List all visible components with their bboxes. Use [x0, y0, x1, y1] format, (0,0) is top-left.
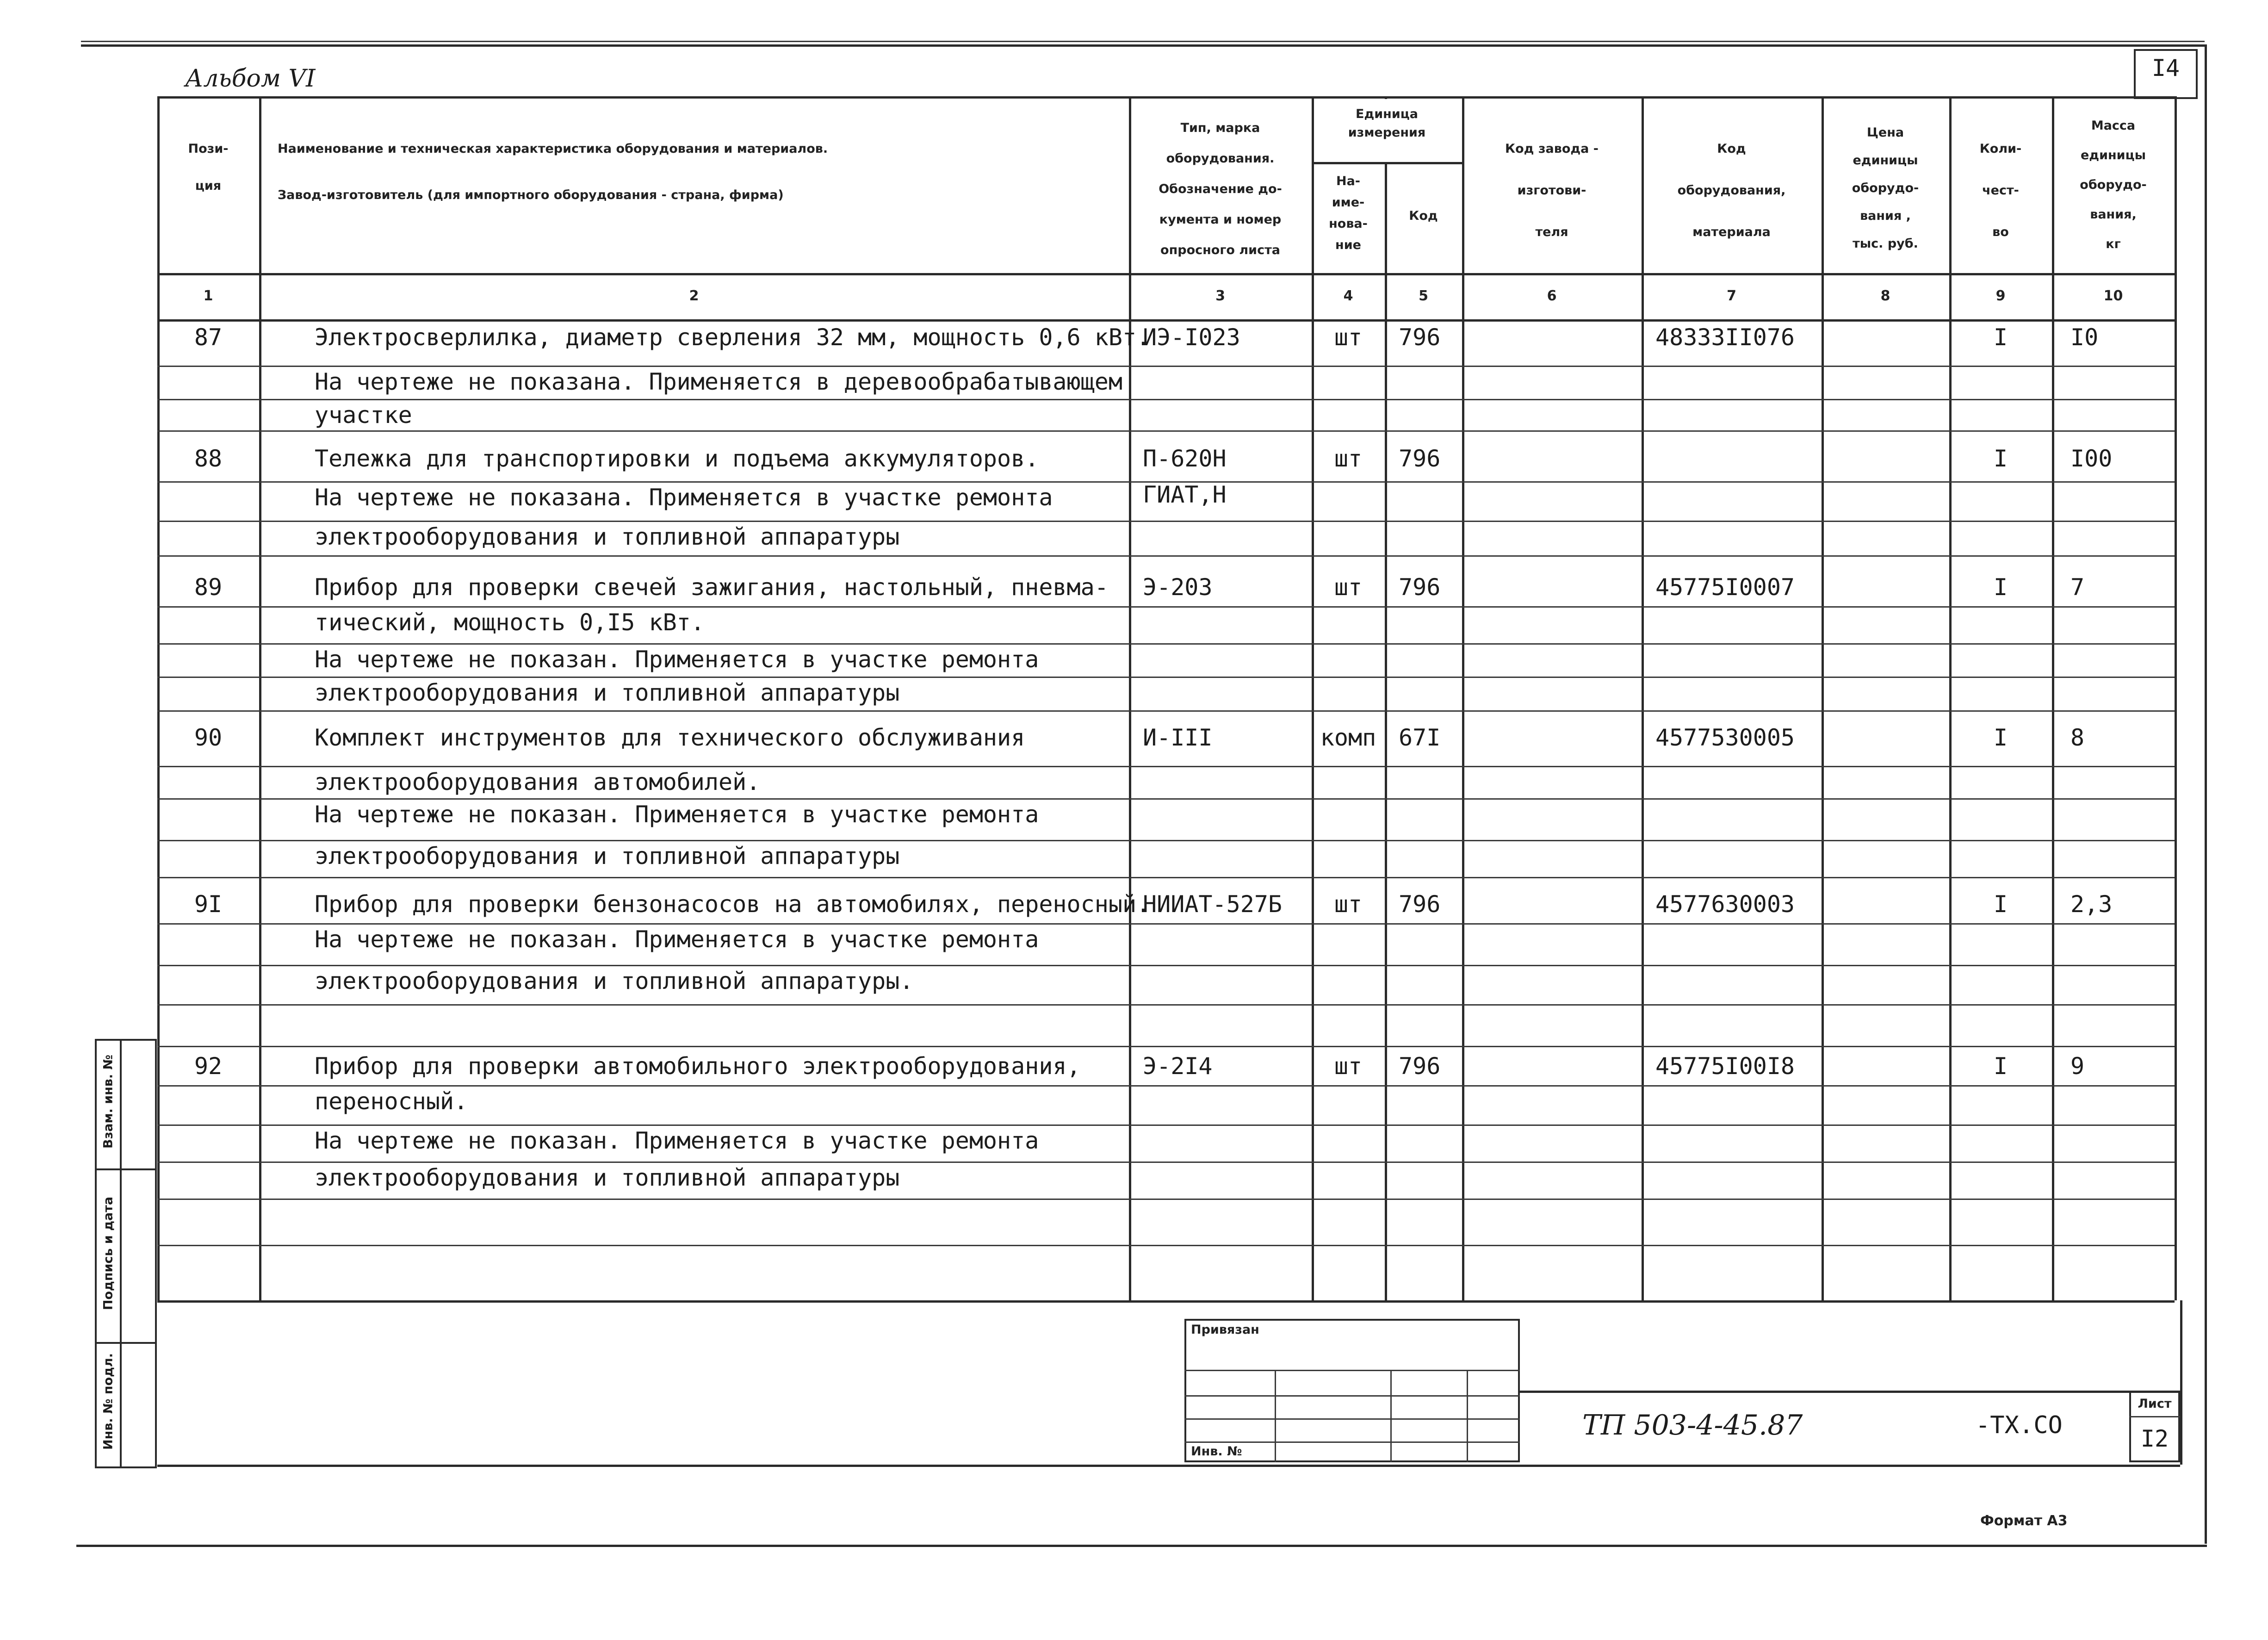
unit-code: 796 [1399, 891, 1441, 918]
quantity: I [1993, 1053, 2008, 1080]
row-line [157, 710, 2175, 712]
position-number: 88 [194, 445, 223, 472]
header-type: опросного листа [1160, 243, 1280, 257]
stamp-col-line [1275, 1370, 1276, 1462]
header-factory-code: теля [1535, 225, 1568, 239]
row-line [157, 1046, 2175, 1047]
column-number: 4 [1343, 288, 1353, 304]
colnum-bottom-line [157, 319, 2175, 322]
stamp-box [1184, 1319, 1520, 1462]
row-line [157, 1124, 2175, 1126]
header-top-line [157, 96, 2175, 99]
unit-mass: 9 [2070, 1053, 2085, 1080]
stamp-col-line [1390, 1370, 1392, 1462]
equipment-description: На чертеже не показан. Применяется в участке ремонта [315, 1127, 1039, 1154]
unit-name: шт [1334, 445, 1363, 472]
album-label: Альбом VI [185, 65, 316, 93]
header-position: Пози- [188, 142, 229, 156]
header-factory-code: Код завода - [1505, 142, 1599, 156]
stamp-row-line [1184, 1418, 1520, 1420]
equipment-type: ИЭ-I023 [1143, 324, 1240, 351]
header-quantity: во [1992, 225, 2009, 239]
equipment-description: тический, мощность 0,I5 кВт. [315, 609, 705, 636]
header-unit-name: имe- [1332, 195, 1365, 210]
sheet-number: I2 [2140, 1425, 2169, 1452]
equipment-type: ГИАТ,Н [1143, 481, 1227, 508]
unit-code: 796 [1399, 445, 1441, 472]
row-line [157, 521, 2175, 522]
equipment-description: Прибор для проверки бензонасосов на автомобилях, переносный. [315, 891, 1151, 918]
equipment-description: На чертеже не показана. Применяется в деревообрабатывающем [315, 368, 1122, 395]
header-price: Цена [1866, 125, 1904, 140]
row-line [157, 766, 2175, 767]
header-price: оборудо- [1852, 181, 1919, 195]
column-number: 1 [203, 288, 213, 304]
equipment-code: 45775I00I8 [1655, 1053, 1795, 1080]
doc-code-topline [1520, 1391, 2180, 1393]
header-factory-code: изготови- [1517, 183, 1586, 198]
bottom-border [76, 1545, 2207, 1547]
unit-name: комп [1320, 724, 1376, 751]
header-bottom-line [157, 273, 2175, 275]
unit-name: шт [1334, 1053, 1363, 1080]
position-number: 90 [194, 724, 223, 751]
format-label: Формат А3 [1980, 1513, 2068, 1529]
equipment-description: переносный. [315, 1088, 468, 1115]
equipment-description: Прибор для проверки автомобильного электрооборудования, [315, 1053, 1081, 1080]
header-type: Обозначение до- [1159, 182, 1282, 196]
row-line [157, 1199, 2175, 1200]
title-block-bottom [157, 1465, 2180, 1467]
header-mass: кг [2106, 237, 2121, 251]
header-mass: вания, [2090, 207, 2137, 222]
column-number: 8 [1880, 288, 1890, 304]
equipment-description: На чертеже не показан. Применяется в участке ремонта [315, 801, 1039, 828]
quantity: I [1993, 445, 2008, 472]
side-stamp-divider [95, 1168, 157, 1170]
column-number: 9 [1995, 288, 2006, 304]
column-line [259, 96, 261, 1300]
unit-code: 67I [1399, 724, 1441, 751]
row-line [157, 1162, 2175, 1163]
column-line [1642, 96, 1644, 1300]
header-unit-name: На- [1336, 174, 1361, 188]
header-price: единицы [1853, 153, 1918, 168]
document-suffix: -ТХ.СО [1976, 1411, 2063, 1439]
unit-code: 796 [1399, 574, 1441, 601]
right-border [2205, 44, 2207, 1544]
column-line [1462, 96, 1464, 1300]
column-line [2175, 96, 2177, 1300]
page-number: I4 [2151, 55, 2180, 81]
equipment-description: электрооборудования и топливной аппаратуры [315, 843, 900, 870]
column-line [1312, 96, 1314, 1300]
position-number: 9I [194, 891, 223, 918]
equipment-description: Комплект инструментов для технического обслуживания [315, 724, 1025, 751]
equipment-description: Электросверлилка, диаметр сверления 32 мм, мощность 0,6 кВт. [315, 324, 1151, 351]
header-position: ция [195, 179, 222, 193]
unit-code: 796 [1399, 1053, 1441, 1080]
header-name-line1: Наименование и техническая характеристика оборудования и материалов. [278, 142, 828, 156]
header-equipment-code: материала [1692, 225, 1771, 239]
header-mass: оборудо- [2080, 178, 2147, 192]
column-number: 3 [1215, 288, 1225, 304]
column-line [2052, 96, 2054, 1300]
unit-mass: I0 [2070, 324, 2099, 351]
unit-name: шт [1334, 574, 1363, 601]
column-line [1129, 96, 1131, 1300]
header-quantity: Коли- [1979, 142, 2022, 156]
header-equipment-code: Код [1717, 142, 1746, 156]
column-line [1822, 96, 1824, 1300]
equipment-type: П-620Н [1143, 445, 1227, 472]
equipment-description: электрооборудования и топливной аппаратуры [315, 1164, 900, 1191]
row-line [157, 965, 2175, 966]
title-block-top [157, 1300, 2175, 1303]
equipment-description: Тележка для транспортировки и подъема аккумуляторов. [315, 445, 1039, 472]
row-line [157, 1245, 2175, 1246]
stamp-title: Привязан [1191, 1323, 1259, 1337]
title-block-right [2180, 1300, 2182, 1465]
header-price: тыс. руб. [1853, 236, 1918, 251]
row-line [157, 555, 2175, 557]
sheet-box-divider [2129, 1416, 2180, 1417]
equipment-code: 4577530005 [1655, 724, 1795, 751]
sheet-label: Лист [2138, 1397, 2172, 1411]
header-equipment-code: оборудования, [1677, 183, 1786, 198]
unit-code: 796 [1399, 324, 1441, 351]
equipment-type: Э-2I4 [1143, 1053, 1213, 1080]
equipment-code: 45775I0007 [1655, 574, 1795, 601]
header-price: вания , [1860, 209, 1911, 223]
quantity: I [1993, 891, 2008, 918]
stamp-row-line [1184, 1370, 1520, 1371]
unit-name: шт [1334, 324, 1363, 351]
header-mass: единицы [2080, 148, 2146, 162]
position-number: 92 [194, 1053, 223, 1080]
equipment-description: На чертеже не показана. Применяется в участке ремонта [315, 484, 1053, 511]
equipment-description: электрооборудования и топливной аппаратуры [315, 523, 900, 550]
row-line [157, 430, 2175, 432]
row-line [157, 923, 2175, 925]
top-margin-line [81, 41, 2205, 42]
row-line [157, 840, 2175, 841]
unit-mass: I00 [2070, 445, 2113, 472]
column-number: 6 [1547, 288, 1557, 304]
side-stamp-inner [118, 1039, 157, 1468]
equipment-description: На чертеже не показан. Применяется в участке ремонта [315, 646, 1039, 673]
equipment-description: Прибор для проверки свечей зажигания, настольный, пневма- [315, 574, 1109, 601]
side-label: Инв. № подл. [101, 1353, 116, 1450]
header-quantity: чест- [1982, 183, 2019, 198]
stamp-row-line [1184, 1395, 1520, 1397]
row-line [157, 643, 2175, 645]
column-number: 7 [1727, 288, 1736, 304]
side-label: Подпись и дата [101, 1196, 116, 1310]
unit-name: шт [1334, 891, 1363, 918]
unit-mass: 2,3 [2070, 891, 2113, 918]
top-border [81, 44, 2205, 47]
equipment-description: электрооборудования и топливной аппаратуры [315, 679, 900, 706]
header-unit-name: ние [1335, 238, 1361, 252]
equipment-code: 4577630003 [1655, 891, 1795, 918]
position-number: 87 [194, 324, 223, 351]
header-unit-code: Код [1409, 209, 1438, 223]
row-line [157, 366, 2175, 367]
equipment-type: И-III [1143, 724, 1213, 751]
row-line [157, 1004, 2175, 1006]
row-line [157, 399, 2175, 400]
row-line [157, 606, 2175, 608]
unit-group-line [1312, 162, 1462, 164]
header-mass: Масса [2091, 118, 2136, 133]
stamp-inv: Инв. № [1191, 1444, 1242, 1459]
column-number: 2 [689, 288, 699, 304]
equipment-type: Э-203 [1143, 574, 1213, 601]
side-label: Взам. инв. № [101, 1055, 116, 1149]
header-type: Тип, марка [1180, 121, 1260, 135]
equipment-description: участке [315, 402, 412, 429]
equipment-code: 48333II076 [1655, 324, 1795, 351]
header-unit-group: измерения [1348, 125, 1426, 140]
header-name-line2: Завод-изготовитель (для импортного оборудования - страна, фирма) [278, 188, 784, 202]
stamp-col-line [1467, 1370, 1468, 1462]
quantity: I [1993, 724, 2008, 751]
row-line [157, 877, 2175, 878]
header-type: кумента и номер [1159, 212, 1282, 227]
document-code: ТП 503-4-45.87 [1582, 1409, 1803, 1441]
equipment-type: НИИАТ-527Б [1143, 891, 1283, 918]
unit-mass: 7 [2070, 574, 2085, 601]
column-line [1949, 96, 1952, 1300]
column-line [1385, 96, 1387, 1300]
column-number: 10 [2103, 288, 2123, 304]
row-line [157, 1085, 2175, 1087]
unit-mass: 8 [2070, 724, 2085, 751]
header-type: оборудования. [1166, 151, 1275, 166]
column-number: 5 [1419, 288, 1428, 304]
row-line [157, 677, 2175, 678]
quantity: I [1993, 574, 2008, 601]
header-unit-name: нова- [1329, 217, 1368, 231]
equipment-description: электрооборудования автомобилей. [315, 769, 761, 795]
column-line [157, 96, 160, 1300]
header-unit-group: Единица [1356, 107, 1418, 121]
position-number: 89 [194, 574, 223, 601]
row-line [157, 798, 2175, 800]
equipment-description: На чертеже не показан. Применяется в участке ремонта [315, 926, 1039, 953]
equipment-description: электрооборудования и топливной аппаратуры. [315, 968, 914, 994]
quantity: I [1993, 324, 2008, 351]
